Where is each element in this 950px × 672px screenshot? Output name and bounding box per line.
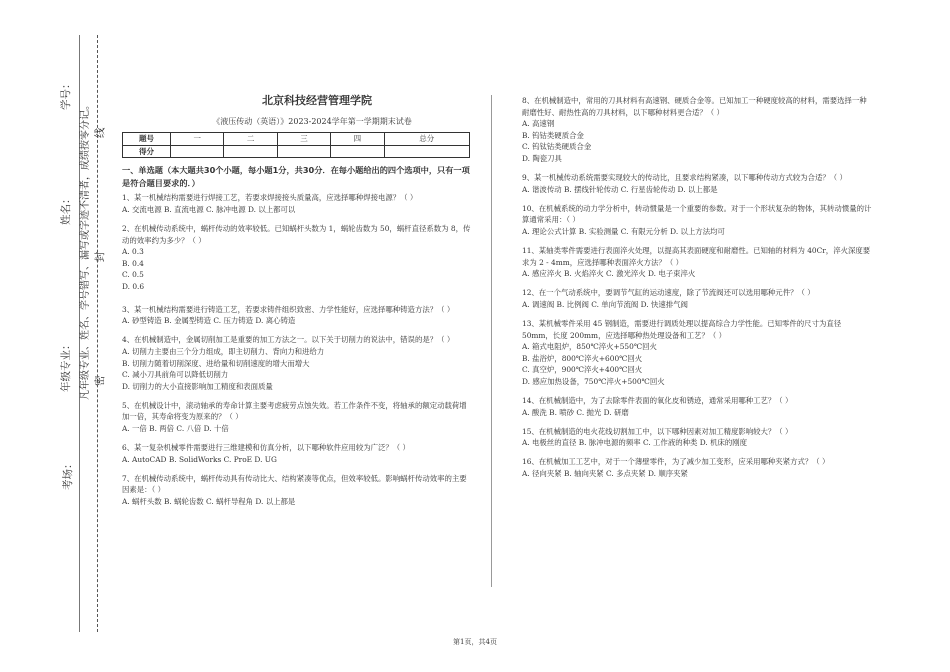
right-column: [522, 95, 872, 487]
school-name: 北京科技经营管理学院: [262, 94, 372, 107]
score-cell: 二: [224, 133, 277, 146]
binding-notice: 凡年级专业、姓名、学号错写、漏写或字迹不清者，成绩按零分记。: [80, 100, 91, 400]
question-stem: 14、在机械制造中，为了去除零件表面的氧化皮和锈迹，通常采用哪种工艺？（ ）: [522, 396, 793, 406]
exam-place-label: 考场：: [62, 458, 74, 490]
question-option: C. 真空炉，900℃淬火+400℃回火: [522, 365, 643, 375]
question-option: A. 感应淬火 B. 火焰淬火 C. 激光淬火 D. 电子束淬火: [522, 269, 696, 279]
question-item: [122, 192, 474, 215]
question-option: A. 交流电源 B. 直流电源 C. 脉冲电源 D. 以上都可以: [122, 204, 296, 214]
question-item: [122, 442, 474, 465]
question-option: A. 高速钢: [522, 119, 555, 129]
fold-mark: 封: [94, 251, 106, 262]
question-stem: 2、在机械传动系统中，蜗杆传动的效率较低。已知蜗杆头数为 1，蜗轮齿数为 50，蜗杆直径系数为 8，传动的效率约为多少？（ ）: [122, 224, 471, 245]
question-option: C. 减小刀具前角可以降低切削力: [122, 370, 229, 380]
question-option: B. 盐浴炉，800℃淬火+600℃回火: [522, 353, 643, 363]
question-option: A. 蜗杆头数 B. 蜗轮齿数 C. 蜗杆导程角 D. 以上都是: [122, 496, 296, 506]
score-cell: 总分: [384, 133, 469, 146]
question-option: A. 切削力主要由三个分力组成，即主切削力、背向力和进给力: [122, 346, 325, 356]
question-stem: 13、某机械零件采用 45 钢制造，需要进行调质处理以提高综合力学性能。已知零件的尺寸为直径 50mm，长度 200mm，应选择哪种热处理设备和工艺？（ ）: [522, 319, 842, 340]
line-mark: 线: [94, 127, 106, 138]
question-option: C. 0.5: [122, 270, 144, 280]
question-option: D. 切削力的大小直接影响加工精度和表面质量: [122, 381, 273, 391]
seal-mark: 密: [94, 375, 106, 386]
score-input-cell[interactable]: [171, 145, 224, 158]
question-option: C. 钨钛钴类硬质合金: [522, 142, 592, 152]
question-item: [522, 95, 872, 165]
question-list-right: [522, 95, 872, 480]
question-option: B. 切削力随着切削深度、进给量和切削速度的增大而增大: [122, 358, 310, 368]
question-item: [122, 304, 474, 327]
question-stem: 16、在机械加工工艺中，对于一个薄壁零件，为了减少加工变形，应采用哪种夹紧方式？（ ）: [522, 457, 830, 467]
question-stem: 4、在机械制造中，金属切削加工是重要的加工方法之一。以下关于切削力的说法中，错误的是？（ ）: [122, 335, 455, 345]
section-heading: 一、单选题（本大题共30个小题，每小题1分，共30分．在每小题给出的四个选项中，只有一项是符合题目要求的．）: [122, 165, 470, 189]
question-option: B. 0.4: [122, 258, 144, 268]
question-stem: 6、某一复杂机械零件需要进行三维建模和仿真分析，以下哪种软件应用较为广泛？（ ）: [122, 443, 410, 453]
question-option: A. 谐波传动 B. 摆线针轮传动 C. 行星齿轮传动 D. 以上都是: [522, 184, 718, 194]
column-divider: [491, 95, 492, 587]
question-item: [122, 334, 474, 392]
question-option: D. 陶瓷刀具: [522, 153, 562, 163]
score-cell: 三: [277, 133, 330, 146]
question-option: D. 感应加热设备，750℃淬火+500℃回火: [522, 376, 665, 386]
question-item: [122, 400, 474, 435]
question-stem: 15、在机械制造的电火花线切割加工中，以下哪种因素对加工精度影响较大？（ ）: [522, 426, 793, 436]
question-stem: 9、某一机械传动系统需要实现较大的传动比，且要求结构紧凑，以下哪种传动方式较为合适？（ ）: [522, 173, 847, 183]
question-option: D. 0.6: [122, 282, 145, 292]
question-option: A. 酸洗 B. 喷砂 C. 抛光 D. 研磨: [522, 407, 629, 417]
question-item: [122, 473, 474, 508]
score-input-cell[interactable]: [224, 145, 277, 158]
question-stem: 10、在机械系统的动力学分析中，转动惯量是一个重要的参数。对于一个形状复杂的物体，其转动惯量的计算通常采用：（ ）: [522, 203, 872, 225]
question-stem: 3、某一机械结构需要进行铸造工艺，若要求铸件组织致密、力学性能好，应选择哪种铸造方法？（ ）: [122, 304, 455, 314]
question-option: A. 径向夹紧 B. 轴向夹紧 C. 多点夹紧 D. 顺序夹紧: [522, 469, 688, 479]
student-id-label: 学号：: [60, 78, 72, 110]
question-item: [522, 172, 872, 195]
question-stem: 5、在机械设计中，滚动轴承的寿命计算主要考虑疲劳点蚀失效。若工作条件不变，将轴承的额定动载荷增加一倍，其寿命将变为原来的？（ ）: [122, 400, 467, 422]
exam-title: 《液压传动（英语）》2023-2024学年第一学期期末试卷: [212, 116, 412, 126]
question-item: [522, 318, 872, 388]
question-option: A. AutoCAD B. SolidWorks C. ProE D. UG: [122, 454, 277, 464]
left-column: [122, 95, 474, 515]
question-option: A. 砂型铸造 B. 金属型铸造 C. 压力铸造 D. 离心铸造: [122, 316, 296, 326]
score-cell: 一: [171, 133, 224, 146]
score-input-cell[interactable]: [277, 145, 330, 158]
question-item: [122, 223, 474, 293]
question-option: A. 箱式电阻炉，850℃淬火+550℃回火: [522, 342, 657, 352]
question-item: [522, 395, 872, 418]
question-option: A. 0.3: [122, 247, 144, 257]
score-table-header-row: [123, 133, 470, 146]
question-list-left: [122, 192, 474, 507]
major-label: 年级专业：: [60, 339, 72, 392]
question-stem: 7、在机械传动系统中，蜗杆传动具有传动比大、结构紧凑等优点，但效率较低。影响蜗杆传动效率的主要因素是：（ ）: [122, 473, 467, 495]
question-stem: 1、某一机械结构需要进行焊接工艺，若要求焊接接头质量高，应选择哪种焊接电源？（ ）: [122, 193, 418, 203]
page-footer: 第1页，共4页: [453, 638, 497, 646]
question-option: A. 电极丝的直径 B. 脉冲电源的频率 C. 工作液的种类 D. 机床的刚度: [522, 438, 748, 448]
name-label: 姓名：: [60, 193, 72, 225]
score-cell: 四: [331, 133, 384, 146]
score-table: [122, 132, 470, 158]
score-input-cell[interactable]: [331, 145, 384, 158]
question-option: B. 钨钴类硬质合金: [522, 130, 584, 140]
question-stem: 8、在机械制造中，常用的刀具材料有高速钢、硬质合金等。已知加工一种硬度较高的材料，需要选择一种耐磨性好、耐热性高的刀具材料，以下哪种材料更合适？（ ）: [522, 96, 867, 117]
score-cell: 题号: [123, 133, 171, 146]
question-item: [522, 287, 872, 310]
cut-line-dashed: [97, 35, 98, 632]
question-item: [522, 203, 872, 238]
question-option: A. 调速阀 B. 比例阀 C. 单向节流阀 D. 快速排气阀: [522, 299, 688, 309]
score-input-cell[interactable]: [384, 145, 469, 158]
question-item: [522, 245, 872, 280]
question-option: A. 一倍 B. 两倍 C. 八倍 D. 十倍: [122, 423, 229, 433]
question-stem: 11、某轴类零件需要进行表面淬火处理，以提高其表面硬度和耐磨性。已知轴的材料为 40Cr，淬火深度要求为 2 - 4mm，应选择哪种表面淬火方法？（ ）: [522, 246, 871, 267]
binding-margin: [0, 0, 110, 672]
score-cell: 得分: [123, 145, 171, 158]
question-option: A. 理论公式计算 B. 实验测量 C. 有限元分析 D. 以上方法均可: [522, 226, 725, 236]
question-item: [522, 456, 872, 479]
question-stem: 12、在一个气动系统中，要调节气缸的运动速度，除了节流阀还可以选用哪种元件？（ ）: [522, 288, 815, 298]
question-item: [522, 426, 872, 449]
score-table-score-row: [123, 145, 470, 158]
